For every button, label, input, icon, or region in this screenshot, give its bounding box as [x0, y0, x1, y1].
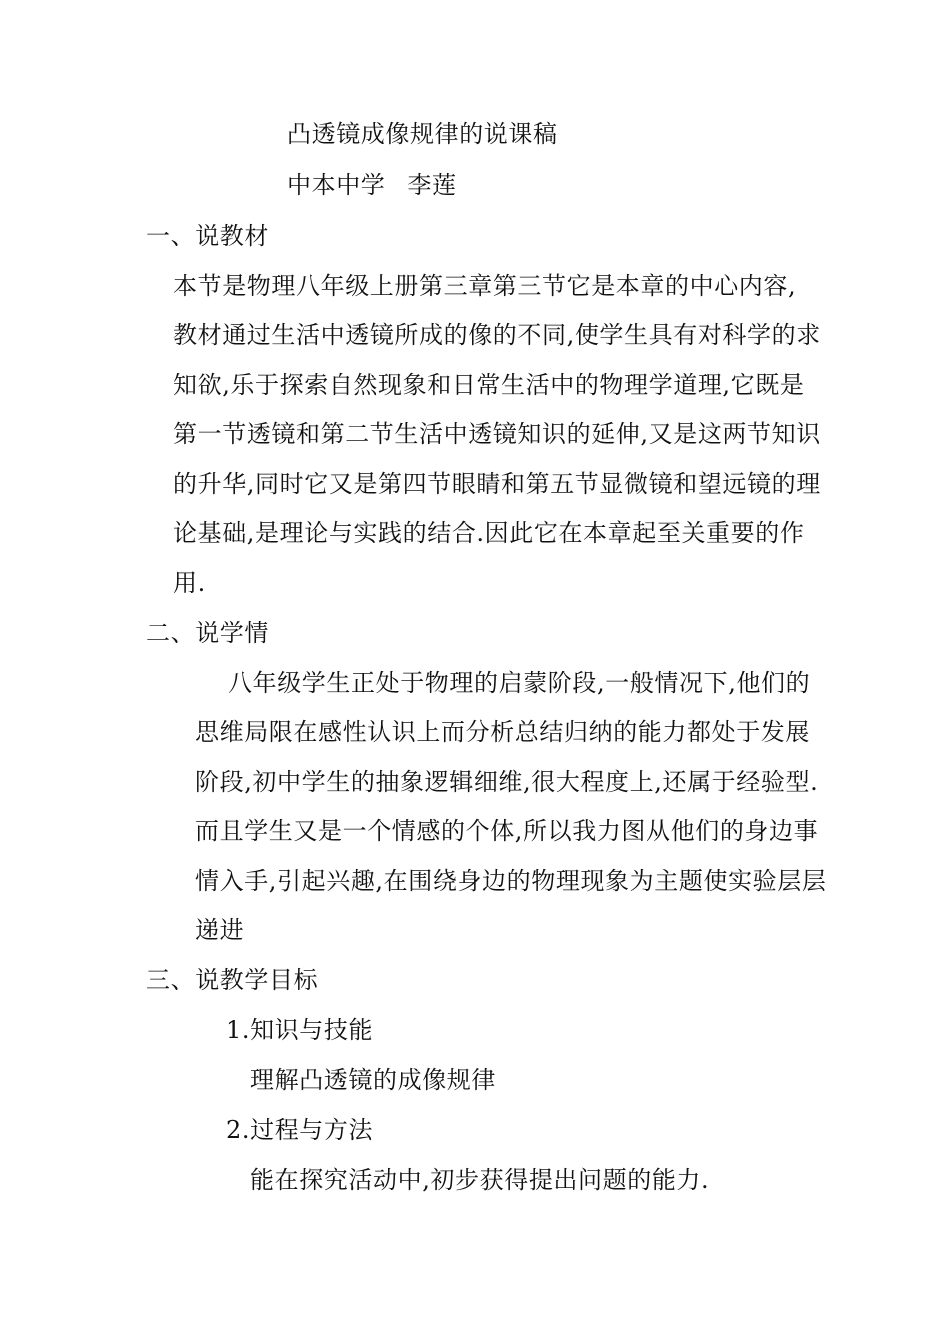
section-heading-textbook: 一、说教材 [146, 222, 269, 250]
objective-text-process: 能在探究活动中,初步获得提出问题的能力. [250, 1166, 710, 1194]
paragraph-line: 八年级学生正处于物理的启蒙阶段,一般情况下,他们的 [228, 669, 811, 697]
document-title: 凸透镜成像规律的说课稿 [287, 120, 558, 148]
objective-label-knowledge: 1.知识与技能 [226, 1016, 374, 1044]
section-heading-students: 二、说学情 [146, 619, 269, 647]
paragraph-line: 递进 [195, 916, 245, 944]
objective-label-process: 2.过程与方法 [226, 1116, 374, 1144]
paragraph-line: 第一节透镜和第二节生活中透镜知识的延伸,又是这两节知识 [173, 420, 821, 448]
author-name: 李莲 [407, 171, 457, 199]
paragraph-line: 阶段,初中学生的抽象逻辑细维,很大程度上,还属于经验型. [195, 768, 819, 796]
paragraph-line: 而且学生又是一个情感的个体,所以我力图从他们的身边事 [195, 817, 819, 845]
paragraph-line: 本节是物理八年级上册第三章第三节它是本章的中心内容, [173, 272, 797, 300]
section-heading-objectives: 三、说教学目标 [146, 966, 319, 994]
author-line [287, 169, 457, 201]
objective-text-knowledge: 理解凸透镜的成像规律 [250, 1066, 496, 1094]
paragraph-line: 教材通过生活中透镜所成的像的不同,使学生具有对科学的求 [173, 321, 821, 349]
paragraph-line: 论基础,是理论与实践的结合.因此它在本章起至关重要的作 [173, 519, 805, 547]
paragraph-line: 思维局限在感性认识上而分析总结归纳的能力都处于发展 [195, 718, 810, 746]
paragraph-line: 用. [173, 569, 206, 597]
paragraph-line: 知欲,乐于探索自然现象和日常生活中的物理学道理,它既是 [173, 371, 805, 399]
paragraph-line: 情入手,引起兴趣,在围绕身边的物理现象为主题使实验层层 [195, 867, 827, 895]
paragraph-line: 的升华,同时它又是第四节眼睛和第五节显微镜和望远镜的理 [173, 470, 821, 498]
author-school: 中本中学 [287, 171, 386, 199]
